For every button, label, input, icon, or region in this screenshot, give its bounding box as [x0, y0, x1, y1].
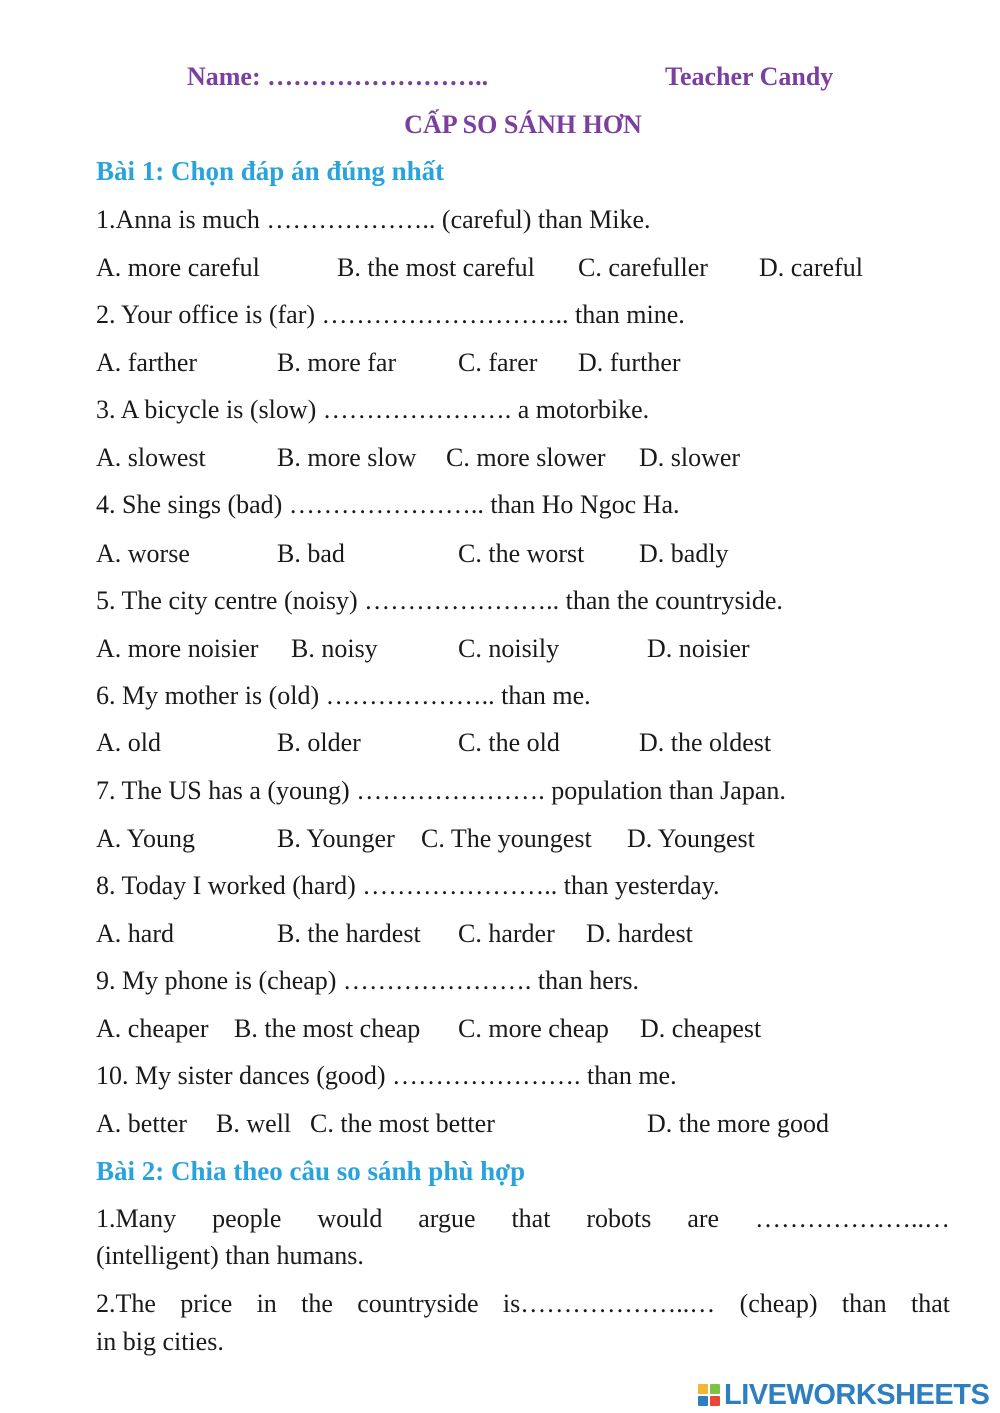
option-4d: D. badly	[639, 539, 729, 568]
option-5c: C. noisily	[458, 634, 560, 663]
option-6b: B. older	[277, 728, 361, 757]
option-1a: A. more careful	[96, 253, 260, 282]
question-3: 3. A bicycle is (slow) …………………. a motorbike.	[96, 395, 650, 424]
option-10b: B. well	[216, 1109, 292, 1138]
option-5a: A. more noisier	[96, 634, 259, 663]
option-3b: B. more slow	[277, 443, 417, 472]
question-8: 8. Today I worked (hard) ………………….. than yesterday.	[96, 871, 720, 900]
option-10c: C. the most better	[310, 1109, 495, 1138]
option-5d: D. noisier	[647, 634, 750, 663]
option-10d: D. the more good	[647, 1109, 829, 1138]
option-8c: C. harder	[458, 919, 555, 948]
option-9b: B. the most cheap	[234, 1014, 421, 1043]
option-5b: B. noisy	[291, 634, 378, 663]
section-2-heading: Bài 2: Chia theo câu so sánh phù hợp	[96, 1156, 526, 1186]
question-9: 9. My phone is (cheap) …………………. than hers.	[96, 966, 640, 995]
page-title: CẤP SO SÁNH HƠN	[404, 110, 642, 139]
option-2c: C. farer	[458, 348, 538, 377]
option-3d: D. slower	[639, 443, 741, 472]
option-7a: A. Young	[96, 824, 195, 853]
option-9d: D. cheapest	[640, 1014, 762, 1043]
option-7c: C. The youngest	[421, 824, 592, 853]
option-1b: B. the most careful	[337, 253, 535, 282]
name-field-label: Name: ……………………..	[187, 62, 489, 91]
liveworksheets-logo-icon	[698, 1384, 720, 1406]
option-6d: D. the oldest	[639, 728, 772, 757]
option-1c: C. carefuller	[578, 253, 708, 282]
option-4a: A. worse	[96, 539, 190, 568]
option-7b: B. Younger	[277, 824, 395, 853]
exercise-2-item-1-line-1: 1.Many people would argue that robots are ………………..…	[96, 1204, 950, 1233]
option-8a: A. hard	[96, 919, 174, 948]
option-9c: C. more cheap	[458, 1014, 609, 1043]
option-10a: A. better	[96, 1109, 187, 1138]
exercise-2-item-2-line-1: 2.The price in the countryside is………………..… (cheap) than that	[96, 1289, 950, 1318]
question-1: 1.Anna is much ……………….. (careful) than Mike.	[96, 205, 651, 234]
exercise-2-item-1-line-2: (intelligent) than humans.	[96, 1241, 364, 1270]
option-4b: B. bad	[277, 539, 345, 568]
option-6a: A. old	[96, 728, 161, 757]
section-1-heading: Bài 1: Chọn đáp án đúng nhất	[96, 156, 445, 186]
question-10: 10. My sister dances (good) …………………. than me.	[96, 1061, 677, 1090]
exercise-2-item-2-line-2: in big cities.	[96, 1327, 224, 1356]
question-4: 4. She sings (bad) ………………….. than Ho Ngoc Ha.	[96, 490, 680, 519]
option-2d: D. further	[578, 348, 681, 377]
question-7: 7. The US has a (young) …………………. population than Japan.	[96, 776, 786, 805]
option-8b: B. the hardest	[277, 919, 421, 948]
liveworksheets-brand[interactable]	[698, 1378, 989, 1412]
brand-name: LIVEWORKSHEETS	[724, 1378, 990, 1411]
option-3a: A. slowest	[96, 443, 206, 472]
question-2: 2. Your office is (far) ……………………….. than mine.	[96, 300, 685, 329]
option-8d: D. hardest	[586, 919, 693, 948]
option-2a: A. farther	[96, 348, 198, 377]
question-6: 6. My mother is (old) ……………….. than me.	[96, 681, 591, 710]
option-6c: C. the old	[458, 728, 560, 757]
option-4c: C. the worst	[458, 539, 585, 568]
option-2b: B. more far	[277, 348, 397, 377]
option-9a: A. cheaper	[96, 1014, 209, 1043]
option-7d: D. Youngest	[627, 824, 755, 853]
teacher-name: Teacher Candy	[665, 62, 834, 91]
question-5: 5. The city centre (noisy) ………………….. than the countryside.	[96, 586, 783, 615]
option-1d: D. careful	[759, 253, 863, 282]
option-3c: C. more slower	[446, 443, 606, 472]
